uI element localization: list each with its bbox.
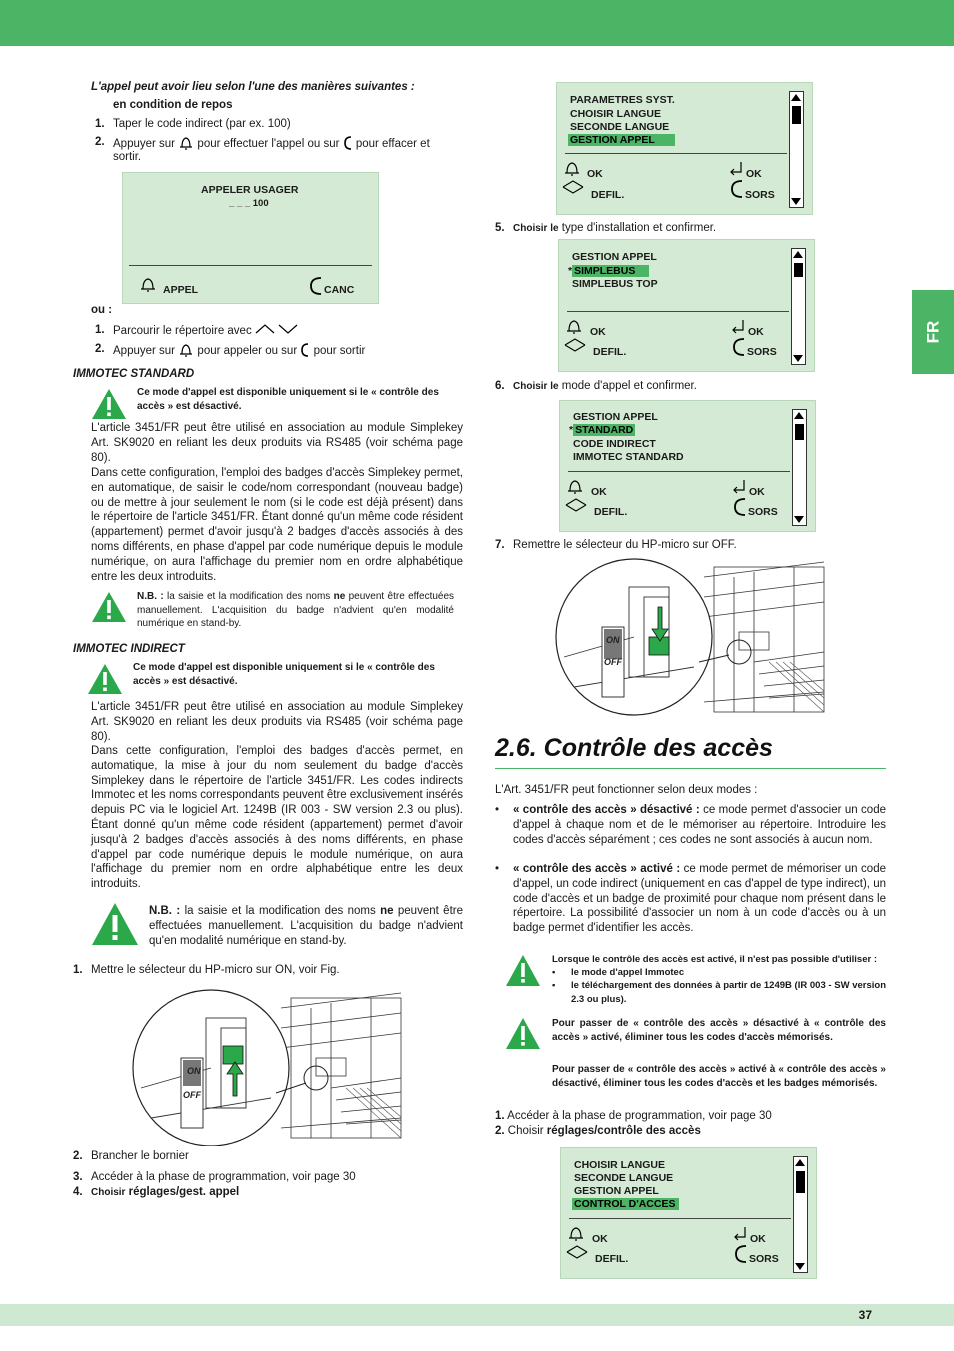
warning-1-text: Ce mode d'appel est disponible uniquement si le « contrôle des accès » est désactivé. <box>137 387 439 412</box>
lcd-separator <box>565 153 787 154</box>
bell-icon <box>178 135 194 151</box>
lcd-a-line-3: SECONDE LANGUE <box>570 121 670 133</box>
top-banner <box>0 0 954 46</box>
lcd-a-line-1: PARAMETRES SYST. <box>570 94 675 106</box>
cancel-c-icon <box>733 497 747 517</box>
lcd-b-option-2: SIMPLEBUS TOP <box>572 278 658 290</box>
bell-icon <box>564 160 580 178</box>
lcd-parametres-syst <box>556 82 813 215</box>
lcd-d-line-3: GESTION APPEL <box>574 1185 659 1197</box>
lcd-b-title: GESTION APPEL <box>572 251 657 263</box>
nb-2-text: N.B. : la saisie et la modification des noms ne peuvent être effectuées manuellement. L'acquisition du badge n'advient qu'en modalité numérique en stand-by. <box>149 905 463 947</box>
bell-icon <box>567 478 583 496</box>
scroll-arrows-icon <box>791 248 806 365</box>
enter-arrow-icon <box>733 1226 747 1242</box>
enter-arrow-icon <box>732 479 746 495</box>
lcd-c-option-2: CODE INDIRECT <box>573 438 656 450</box>
hp-micro-switch-illustration <box>131 988 403 1146</box>
lcd-ok-1: OK <box>590 326 606 338</box>
lcd-ok-1: OK <box>587 168 603 180</box>
warning-icon <box>505 954 541 987</box>
lcd-c-option-3: IMMOTEC STANDARD <box>573 451 684 463</box>
step-5: 5. Choisir le type d'installation et confirmer. <box>495 222 717 234</box>
lcd-control-acces <box>560 1147 817 1279</box>
lcd-c-selected: STANDARD <box>575 424 634 436</box>
hp-micro-switch-illustration <box>554 557 826 719</box>
lcd-left-label: APPEL <box>163 284 199 296</box>
bell-icon <box>140 276 156 294</box>
lcd-code: _ _ _ 100 <box>229 198 269 209</box>
lcd-d-line-2: SECONDE LANGUE <box>574 1172 674 1184</box>
warning-icon <box>505 1017 541 1050</box>
page-number: 37 <box>858 1308 872 1322</box>
lcd-separator <box>568 471 790 472</box>
switch-on-label: ON <box>606 635 620 645</box>
scroll-icon <box>565 498 587 512</box>
step-7: 7. Remettre le sélecteur du HP-micro sur OFF. <box>495 539 737 551</box>
hp-step-3: 3. Accéder à la phase de programmation, voir page 30 <box>73 1171 356 1183</box>
ou-step-2: 2. Appuyer sur pour appeler ou sur pour sortir <box>95 343 366 357</box>
enter-arrow-icon <box>731 319 745 335</box>
hp-step-2: 2. Brancher le bornier <box>73 1150 189 1162</box>
scroll-arrows-icon <box>792 409 807 526</box>
warning-3-text: Ce mode d'appel est disponible uniquement si le « contrôle des accès » est désactivé. <box>133 662 435 687</box>
lcd-ok-1: OK <box>591 486 607 498</box>
std-paragraph-1: L'article 3451/FR peut être utilisé en association au module Simplekey Art. SK9020 en reliant les deux produits via RS485 (voir schéma page 80). <box>91 422 463 464</box>
lcd-defil: DEFIL. <box>593 346 627 358</box>
switch-off-label: OFF <box>604 657 622 667</box>
step-2-cont: sortir. <box>113 151 142 163</box>
section-immotec-standard: IMMOTEC STANDARD <box>73 368 195 380</box>
bullet-2: « contrôle des accès » activé : ce mode permet de mémoriser un code d'appel, un code indirect (uniquement en cas d'appel de type indirect), un code d'accès et un badge de proximité pour chaque nom présent dans le répertoire. La possibilité d'associer un nom à un code d'accès ou à un badge permet d'identifier les accès. <box>513 863 886 935</box>
cancel-c-icon <box>343 135 353 151</box>
cancel-c-icon <box>730 179 744 199</box>
step-2: 2. Appuyer sur pour effectuer l'appel ou sur pour effacer et <box>95 136 430 150</box>
scroll-icon <box>564 338 586 352</box>
cancel-c-icon <box>734 1244 748 1264</box>
access-step-1: 1. Accéder à la phase de programmation, voir page 30 <box>495 1110 772 1122</box>
lcd-defil: DEFIL. <box>591 189 625 201</box>
chevron-up-icon <box>255 323 275 335</box>
lcd-c-title: GESTION APPEL <box>573 411 658 423</box>
lcd-separator <box>567 311 789 312</box>
warning-switch-on-text: Pour passer de « contrôle des accès » désactivé à « contrôle des accès » activé, éliminer tous les codes d'accès mémorisés. <box>552 1018 886 1043</box>
lcd-a-line-4-selected: GESTION APPEL <box>568 134 675 146</box>
ou-label: ou : <box>91 304 113 316</box>
warning-icon <box>91 591 127 623</box>
bell-icon <box>568 1225 584 1243</box>
lcd-gestion-appel-install: GESTION APPEL * SIMPLEBUS SIMPLEBUS TOP OK DEFIL. OK SORS <box>558 239 815 372</box>
warning-icon <box>91 388 127 420</box>
lcd-b-selected: SIMPLEBUS <box>572 265 649 277</box>
cancel-c-icon <box>732 337 746 357</box>
switch-on-label: ON <box>187 1066 201 1076</box>
scroll-icon <box>562 180 584 194</box>
scroll-arrows-icon <box>793 1156 808 1273</box>
lcd-sors: SORS <box>745 189 775 201</box>
language-tab: FR <box>912 290 954 374</box>
hp-step-4: 4. Choisir réglages/gest. appel <box>73 1186 240 1198</box>
std-paragraph-2: Dans cette configuration, l'emploi des badges d'accès Simplekey permet, en automatique, de saisir le code/nom correspondant (nouveau badge) ou de mettre à jour seulement le nom (si le code est déjà présent) dans le répertoire de l'article 3451/FR. Étant donné qu'un même code résident (appartement) permet d'avoir jusqu'à 2 badges d'accès associés à des noms différents, en phase d'appel par code numérique depuis le module numérique, on aura l'affichage du premier nom en ordre alphabétique entre les deux introduits. <box>91 467 463 583</box>
switch-off-label: OFF <box>183 1090 201 1100</box>
access-step-2: 2. Choisir réglages/contrôle des accès <box>495 1125 701 1137</box>
warning-access-text: Lorsque le contrôle des accès est activé, il n'est pas possible d'utiliser : • le mode d'appel Immotec • le téléchargement des données à partir de 1249B (IR 003 - SW version 2.3 ou plus). <box>552 954 886 1005</box>
ind-paragraph-1: L'article 3451/FR peut être utilisé en association au module Simplekey Art. SK9020 en reliant les deux produits via RS485 (voir schéma page 80). <box>91 701 463 743</box>
lcd-right-label: CANC <box>324 284 355 296</box>
lcd-sors: SORS <box>748 506 778 518</box>
lcd-sors: SORS <box>747 346 777 358</box>
scroll-arrows-icon <box>789 91 804 208</box>
bullet-1: « contrôle des accès » désactivé : ce mode permet d'associer un code d'appel à chaque nom et de le mémoriser au répertoire. Introduire les codes d'accès séparément ; ces codes ne sont associés à aucun nom. <box>513 804 886 846</box>
warning-switch-off-text: Pour passer de « contrôle des accès » activé à « contrôle des accès » désactivé, éliminer tous les codes d'accès et les badges mémorisés. <box>552 1064 886 1089</box>
call-intro-sub: en condition de repos <box>113 99 233 111</box>
lcd-ok-2: OK <box>750 1233 766 1245</box>
cancel-c-icon <box>300 342 310 358</box>
section-immotec-indirect: IMMOTEC INDIRECT <box>73 643 185 655</box>
access-intro: L'Art. 3451/FR peut fonctionner selon deux modes : <box>495 784 758 796</box>
step-6: 6. Choisir le mode d'appel et confirmer. <box>495 380 697 392</box>
bell-icon <box>566 318 582 336</box>
chevron-down-icon <box>278 323 298 335</box>
hp-step-1: 1. Mettre le sélecteur du HP-micro sur ON, voir Fig. <box>73 964 340 976</box>
step-1: 1. Taper le code indirect (par ex. 100) <box>95 118 291 130</box>
lcd-sors: SORS <box>749 1253 779 1265</box>
call-intro: L'appel peut avoir lieu selon l'une des manières suivantes : <box>91 81 415 93</box>
nb-1-text: N.B. : la saisie et la modification des noms ne peuvent être effectuées manuellement. L'acquisition du badge n'advient qu'en modalité numérique en stand-by. <box>137 591 455 629</box>
lcd-defil: DEFIL. <box>594 506 628 518</box>
heading-rule <box>495 768 886 769</box>
warning-icon <box>87 663 123 695</box>
lcd-gestion-appel-mode: GESTION APPEL * STANDARD CODE INDIRECT IMMOTEC STANDARD OK DEFIL. OK SORS <box>559 400 816 532</box>
lcd-defil: DEFIL. <box>595 1253 629 1265</box>
lcd-ok-2: OK <box>748 326 764 338</box>
lcd-d-line-1: CHOISIR LANGUE <box>574 1159 666 1171</box>
bell-icon <box>178 342 194 358</box>
footer-bar <box>0 1304 954 1326</box>
lcd-a-line-2: CHOISIR LANGUE <box>570 108 662 120</box>
lcd-ok-2: OK <box>749 486 765 498</box>
lcd-d-line-4-selected: CONTROL D'ACCES <box>572 1198 679 1210</box>
lcd-title: APPELER USAGER <box>201 184 299 196</box>
cancel-c-icon <box>309 276 323 296</box>
lcd-separator <box>569 1218 791 1219</box>
ind-paragraph-2: Dans cette configuration, l'emploi des badges d'accès permet, en automatique, la mise à jour du nom seulement du badge d'accès Simplekey dans le répertoire de l'article 3451/FR. Les codes indirects Immotec et les noms correspondants peuvent être exclusivement insérés depuis PC via le logiciel Art. 1249B (IR 003 - SW version 2.3 ou plus). Étant donné qu'un même code résident (appartement) permet d'avoir jusqu'à 2 badges d'accès associés à des noms différents, en phase d'appel par code numérique depuis le module numérique, on aura l'affichage du premier nom en ordre alphabétique entre les deux introduits. <box>91 745 464 891</box>
lcd-separator <box>129 265 372 266</box>
scroll-icon <box>566 1245 588 1259</box>
warning-icon <box>91 902 139 946</box>
bullet-dot: • <box>495 863 500 875</box>
lcd-ok-2: OK <box>746 168 762 180</box>
bullet-dot: • <box>495 804 500 816</box>
ou-step-1: 1. Parcourir le répertoire avec <box>95 323 465 338</box>
lcd-appeler-usager <box>122 172 379 304</box>
enter-arrow-icon <box>729 161 743 177</box>
lcd-ok-1: OK <box>592 1233 608 1245</box>
section-heading: 2.6. Contrôle des accès <box>495 734 773 762</box>
